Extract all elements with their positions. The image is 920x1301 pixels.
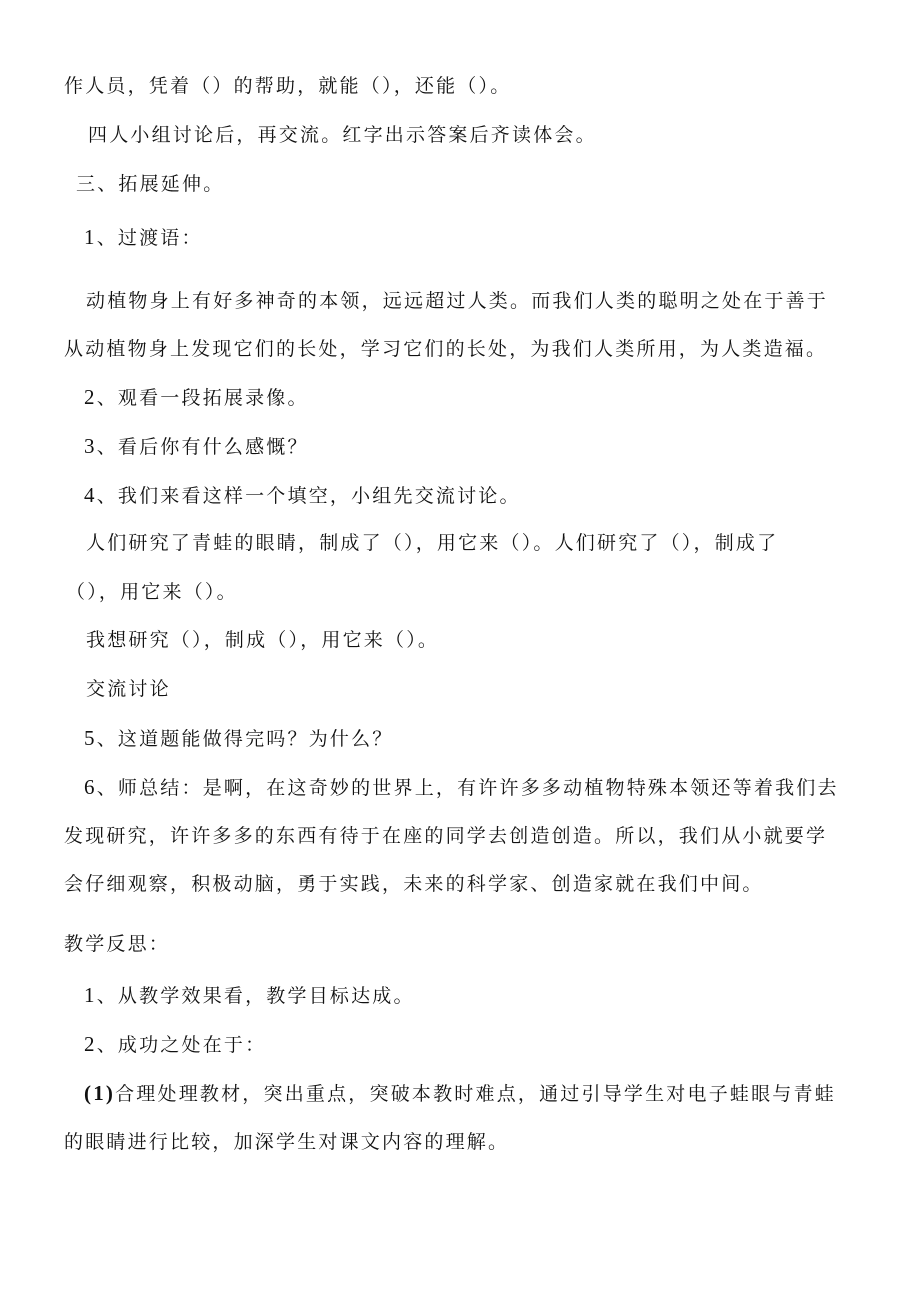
fill-blank-line: （），用它来（）。 [66, 581, 238, 603]
paragraph-line: 从动植物身上发现它们的长处，学习它们的长处，为我们人类所用，为人类造福。 [64, 338, 828, 360]
paragraph-line: 发现研究，许许多多的东西有待于在座的同学去创造创造。所以，我们从小就要学 [64, 825, 828, 847]
list-item-2 [84, 385, 309, 410]
list-item-text: 合理处理教材，突出重点，突破本教时难点，通过引导学生对电子蛙眼与青蛙 [115, 1083, 836, 1105]
reflection-item-1 [84, 983, 415, 1008]
list-number: (1) [84, 1081, 116, 1105]
text-line-discussion: 交流讨论 [86, 678, 171, 700]
section-heading-reflection: 教学反思： [64, 933, 171, 955]
list-number: 4 [84, 483, 97, 507]
fill-blank-line: 我想研究（），制成（），用它来（）。 [86, 629, 440, 651]
list-item-text: 、师总结：是啊，在这奇妙的世界上，有许许多多动植物特殊本领还等着我们去 [96, 777, 839, 799]
list-number: 5 [84, 726, 97, 750]
list-item-text: 、过渡语： [96, 227, 203, 249]
list-item-text: 、成功之处在于： [96, 1034, 267, 1056]
paragraph-line: 动植物身上有好多神奇的本领，远远超过人类。而我们人类的聪明之处在于善于 [86, 290, 829, 312]
list-number: 3 [84, 434, 97, 458]
list-item-5 [84, 726, 394, 751]
list-item-3 [84, 434, 309, 459]
reflection-item-2 [84, 1032, 266, 1057]
list-item-text: 、观看一段拓展录像。 [96, 387, 309, 409]
list-number: 1 [84, 983, 97, 1007]
paragraph-line: 会仔细观察，积极动脑，勇于实践，未来的科学家、创造家就在我们中间。 [64, 873, 764, 895]
list-item-4 [84, 483, 521, 508]
section-heading-extension: 三、拓展延伸。 [76, 173, 225, 195]
list-item-text: 、我们来看这样一个填空，小组先交流讨论。 [96, 485, 521, 507]
list-number: 2 [84, 1032, 97, 1056]
list-number: 1 [84, 225, 97, 249]
paragraph-line: 的眼睛进行比较，加深学生对课文内容的理解。 [64, 1131, 510, 1153]
list-item-text: 、从教学效果看，教学目标达成。 [96, 985, 415, 1007]
text-line-1: 作人员，凭着（）的帮助，就能（），还能（）。 [64, 75, 512, 97]
reflection-subitem-1 [84, 1081, 836, 1106]
list-item-text: 、这道题能做得完吗？为什么？ [96, 728, 394, 750]
list-number: 2 [84, 385, 97, 409]
list-item-text: 、看后你有什么感慨？ [96, 436, 309, 458]
list-item-1 [84, 225, 203, 250]
fill-blank-line: 人们研究了青蛙的眼睛，制成了（），用它来（）。人们研究了（），制成了 [86, 532, 779, 554]
list-number: 6 [84, 775, 97, 799]
list-item-6 [84, 775, 839, 800]
text-line-2: 四人小组讨论后，再交流。红字出示答案后齐读体会。 [88, 124, 597, 146]
